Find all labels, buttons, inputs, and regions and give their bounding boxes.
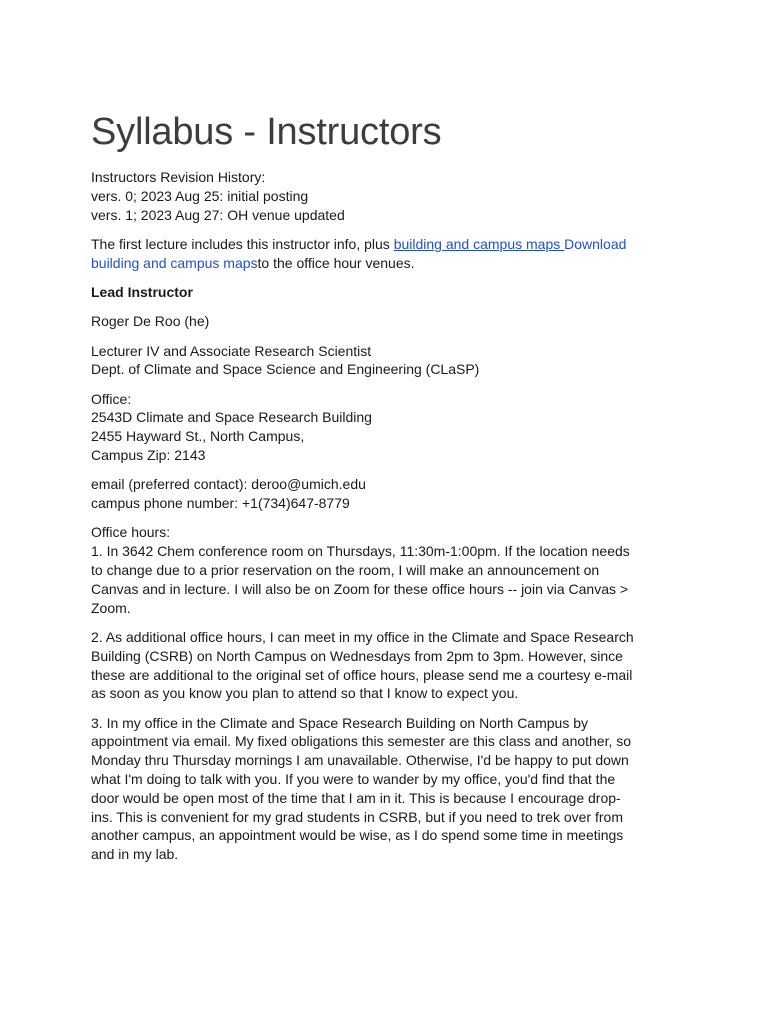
email-line: email (preferred contact): deroo@umich.edu — [91, 476, 366, 493]
office-hours-line: ins. This is convenient for my grad students in CSRB, but if you need to trek over from — [91, 808, 623, 825]
phone-line: campus phone number: +1(734)647-8779 — [91, 495, 350, 512]
revision-entry: vers. 0; 2023 Aug 25: initial posting — [91, 187, 309, 204]
office-hours-line: and in my lab. — [91, 846, 179, 863]
revision-history — [91, 168, 680, 224]
intro-text-after: to the office hour venues. — [257, 254, 415, 271]
contact-info — [91, 475, 680, 513]
office-hours-line: another campus, an appointment would be wise, as I do spend some time in meetings — [91, 827, 624, 844]
intro-paragraph — [91, 235, 680, 273]
office-line: Campus Zip: 2143 — [91, 447, 206, 464]
page-title: Syllabus - Instructors — [91, 111, 442, 153]
download-maps-link-text[interactable]: building and campus maps — [91, 254, 258, 271]
office-hours-item-1 — [91, 523, 680, 617]
office-hours-line: Zoom. — [91, 599, 131, 616]
download-maps-link[interactable]: Download — [564, 235, 627, 252]
intro-text-before: The first lecture includes this instructor info, plus — [91, 235, 394, 252]
office-hours-line: 3. In my office in the Climate and Space Research Building on North Campus by — [91, 714, 588, 731]
revision-heading: Instructors Revision History: — [91, 169, 266, 185]
office-hours-item-2 — [91, 628, 680, 703]
office-hours-line: these are additional to the original set of office hours, please send me a courtesy e-mail — [91, 666, 633, 683]
campus-maps-link[interactable]: building and campus maps — [393, 235, 565, 252]
office-hours-line: to change due to a prior reservation on the room, I will make an announcement on — [91, 562, 600, 579]
office-hours-line: what I'm doing to talk with you. If you were to wander by my office, you'd find that the — [91, 771, 616, 788]
office-hours-label: Office hours: — [91, 524, 171, 541]
office-hours-line: 1. In 3642 Chem conference room on Thursdays, 11:30m-1:00pm. If the location needs — [91, 543, 630, 560]
office-line: 2455 Hayward St., North Campus, — [91, 428, 305, 445]
office-line: 2543D Climate and Space Research Building — [91, 409, 372, 426]
instructor-name: Roger De Roo (he) — [91, 313, 210, 330]
office-address — [91, 390, 680, 465]
office-hours-line: appointment via email. My fixed obligations this semester are this class and another, so — [91, 733, 632, 750]
office-hours-line: Canvas and in lecture. I will also be on Zoom for these office hours -- join via Canvas > — [91, 580, 629, 597]
office-hours-line: Monday thru Thursday mornings I am unavailable. Otherwise, I'd be happy to put down — [91, 752, 629, 769]
intro-line-2 — [91, 254, 680, 273]
instructor-dept-line: Dept. of Climate and Space Science and Engineering (CLaSP) — [91, 361, 480, 378]
lead-instructor-heading — [91, 283, 680, 302]
office-hours-item-3 — [91, 714, 680, 864]
lead-instructor-heading-text: Lead Instructor — [91, 283, 193, 300]
revision-entry: vers. 1; 2023 Aug 27: OH venue updated — [91, 206, 345, 223]
office-hours-line: Building (CSRB) on North Campus on Wednesdays from 2pm to 3pm. However, since — [91, 647, 623, 664]
office-hours-line: as soon as you know you plan to attend so that I know to expect you. — [91, 685, 519, 702]
intro-line-1 — [91, 235, 680, 254]
office-hours-line: 2. As additional office hours, I can meet in my office in the Climate and Space Research — [91, 628, 634, 645]
office-hours-line: door would be open most of the time that I am in it. This is because I encourage drop- — [91, 789, 621, 806]
instructor-title — [91, 342, 680, 380]
instructor-title-line: Lecturer IV and Associate Research Scientist — [91, 342, 372, 359]
office-label: Office: — [91, 390, 132, 407]
